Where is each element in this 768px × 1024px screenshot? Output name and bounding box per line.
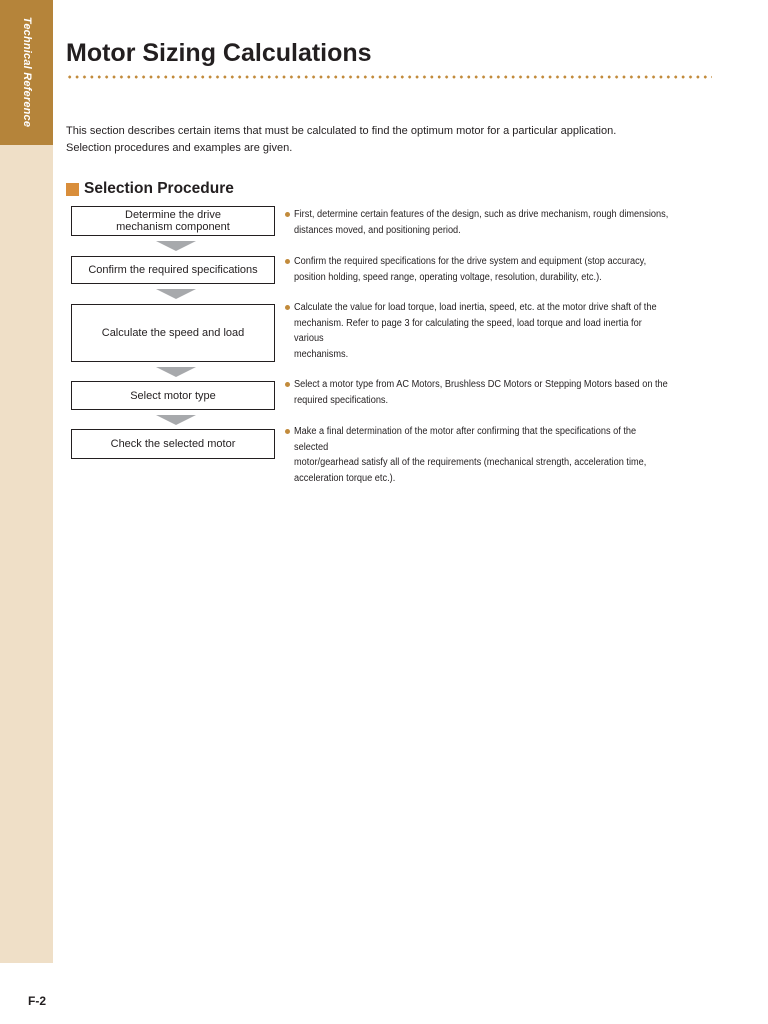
flow-arrow-icon [156,367,196,377]
flow-arrow-icon [156,289,196,299]
intro-paragraph [66,123,706,157]
intro-line-1: This section describes certain items that must be calculated to find the optimum motor for a particular application. [66,125,617,137]
bullet-icon [285,429,290,434]
description-line: mechanisms. [294,348,349,360]
step-label-line: mechanism component [116,221,230,233]
bullet-icon [285,212,290,217]
section-heading-text: Selection Procedure [84,180,234,197]
sidebar-tab [0,0,53,145]
step-label-line: Determine the drive [125,209,221,221]
description-line: acceleration torque etc.). [294,472,396,484]
step-description [285,424,705,486]
description-line: Select a motor type from AC Motors, Brushless DC Motors or Stepping Motors based on the [294,379,668,390]
step-description [285,254,705,285]
step-box-confirm-specs [71,256,275,284]
sidebar-tab-label: Technical Reference [20,16,33,128]
section-heading [66,179,234,199]
heading-square-icon [66,183,79,196]
step-box-determine-drive [71,206,275,236]
bullet-icon [285,259,290,264]
step-label: Select motor type [130,389,216,402]
flow-arrow-icon [156,415,196,425]
description-line: Calculate the value for load torque, load inertia, speed, etc. at the motor drive shaft of the [294,302,657,313]
step-box-calculate-load [71,304,275,362]
bullet-icon [285,305,290,310]
description-line: position holding, speed range, operating voltage, resolution, durability, etc.). [294,271,602,283]
description-line: Make a final determination of the motor after confirming that the specifications of the selected [294,426,637,453]
description-line: motor/gearhead satisfy all of the requirements (mechanical strength, acceleration time, [294,457,647,468]
step-label: Check the selected motor [110,438,236,450]
step-label: Calculate the speed and load [101,327,245,339]
description-line: First, determine certain features of the design, such as drive mechanism, rough dimensions, [294,209,669,220]
description-line: distances moved, and positioning period. [294,224,461,236]
step-label: Confirm the required specifications [88,264,258,276]
page-title: Motor Sizing Calculations [66,39,372,67]
description-line: mechanism. Refer to page 3 for calculating the speed, load torque and load inertia for various [294,317,642,344]
description-line: required specifications. [294,394,389,406]
step-box-select-motor-type [71,381,275,410]
page-number: F-2 [28,994,46,1008]
step-description [285,377,705,408]
step-description [285,207,705,238]
bullet-icon [285,382,290,387]
flow-arrow-icon [156,241,196,251]
description-line: Confirm the required specifications for the drive system and equipment (stop accuracy, [294,256,647,267]
step-box-check-motor [71,429,275,459]
step-description [285,300,705,362]
title-dotted-rule [66,75,712,79]
intro-line-2: Selection procedures and examples are given. [66,142,293,154]
